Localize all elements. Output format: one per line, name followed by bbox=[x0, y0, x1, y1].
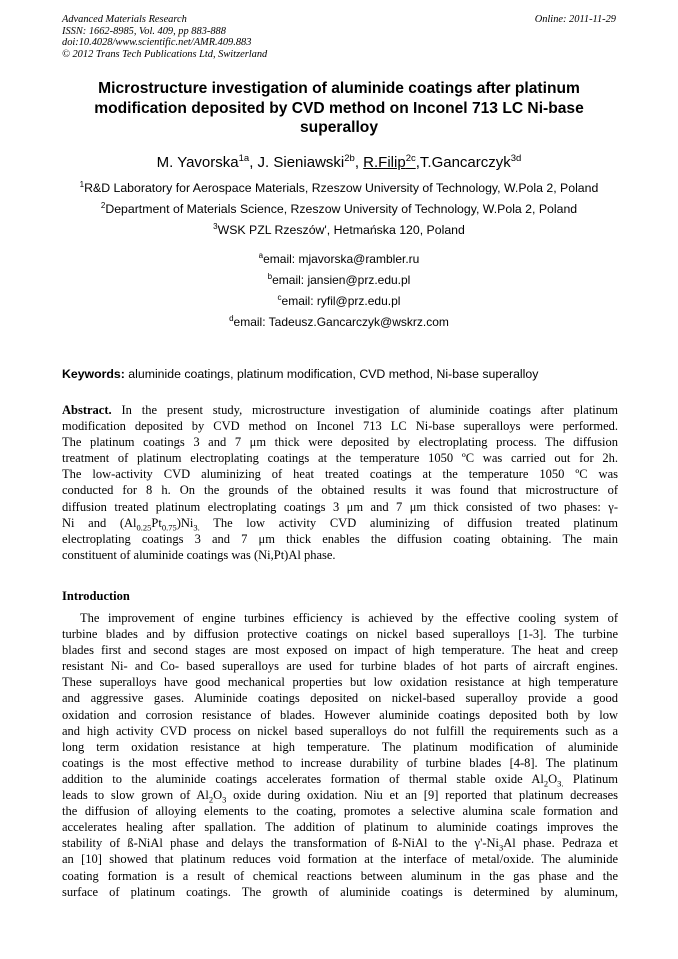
abstract-line bbox=[62, 402, 618, 418]
abstract-line: conducted for 8 h. On the grounds of the obtained results it was found that microstructure of bbox=[62, 483, 618, 498]
intro-line: long term oxidation resistance at high temperature. The platinum modification of aluminide bbox=[62, 739, 618, 754]
title-line: Microstructure investigation of aluminide coatings after platinum bbox=[98, 80, 580, 97]
email-mark: a bbox=[258, 251, 264, 260]
author-separator: , bbox=[415, 154, 420, 171]
intro-line: coatings is the most effective method to increase durability of turbine blades [4-8]. The platinum bbox=[62, 755, 618, 770]
subscript: 3 bbox=[499, 842, 504, 852]
title-line: modification deposited by CVD method on Inconel 713 LC Ni-base bbox=[94, 99, 584, 117]
keywords bbox=[62, 367, 622, 382]
journal-issn: ISSN: 1662-8985, Vol. 409, pp 883-888 bbox=[62, 25, 226, 37]
author-list bbox=[62, 150, 616, 172]
intro-line: The improvement of engine turbines efficiency is achieved by the effective cooling system of bbox=[80, 611, 618, 625]
email-text: email: jansien@prz.edu.pl bbox=[272, 273, 411, 287]
intro-line: surface of platinum coatings. The growth of aluminide coatings is determined by aluminum, bbox=[62, 884, 618, 899]
intro-line: blades first and second stages are most exposed on impact of high temperature. The heat and creep bbox=[62, 643, 618, 658]
abstract-line: Ni and $(Al_{0.25}Pt_{0.75})Ni_{3.}$ The low activity CVD aluminizing of diffusion treated platinum bbox=[62, 515, 618, 531]
author-affiliation-mark: 1a bbox=[238, 153, 250, 164]
abstract-line: diffusion treated platinum electroplating coatings 3 μm and 7 μm thick consisted of two phases: γ- bbox=[62, 499, 618, 514]
section-heading: Introduction bbox=[62, 589, 130, 603]
subscript: 0.25 bbox=[136, 522, 152, 531]
author-separator: , bbox=[354, 154, 364, 171]
subscript: 2 bbox=[543, 778, 549, 788]
intro-line: accelerates healing after spallation. The addition of platinum to aluminide coatings improves the bbox=[62, 820, 618, 835]
intro-line: addition to the aluminide coatings accelerates formation of thermal stable oxide $Al_2O_{3.}$ Platinum bbox=[62, 771, 618, 788]
title-line: superalloy bbox=[300, 119, 378, 137]
email-mark: c bbox=[277, 293, 282, 302]
subscript: 3. bbox=[557, 778, 564, 788]
author-email bbox=[40, 269, 638, 288]
intro-line: leads to slow grown of $Al_2O_3$ oxide during oxidation. Niu et an [9] reported that platinum decreases bbox=[62, 788, 618, 804]
intro-line: turbine blades and by diffusion protective coatings on nickel based superalloys [1-3]. The turbine bbox=[62, 627, 618, 642]
author-affiliation-mark: 2c bbox=[405, 153, 416, 164]
author-separator: , bbox=[249, 154, 258, 171]
author-name-underlined bbox=[363, 154, 416, 171]
affiliation bbox=[40, 219, 638, 238]
intro-line: an [10] showed that platinum reduces void formation at the interface of metal/oxide. The aluminide bbox=[62, 852, 618, 867]
abstract-line: The low-activity CVD aluminizing of heat treated coatings at the temperature 1050 ºC was bbox=[62, 467, 618, 482]
email-mark: d bbox=[229, 314, 234, 323]
affiliation-text: R&D Laboratory for Aerospace Materials, Rzeszow University of Technology, W.Pola 2, Poland bbox=[84, 181, 599, 196]
online-date: Online: 2011-11-29 bbox=[534, 14, 616, 25]
affiliation bbox=[40, 177, 638, 196]
author-email bbox=[40, 290, 638, 309]
intro-line: and aggressive gases. Aluminide coatings deposited on nickel-based superalloy provide a good bbox=[62, 691, 618, 706]
email-mark: b bbox=[267, 272, 273, 281]
intro-line: coating formation is a result of chemical reactions between aluminum in the gas phase and the bbox=[62, 868, 618, 883]
email-text: email: mjavorska@rambler.ru bbox=[263, 252, 420, 266]
affiliation-mark: 1 bbox=[79, 180, 85, 189]
author-email bbox=[40, 248, 638, 267]
author-email bbox=[40, 311, 638, 330]
paper-title bbox=[70, 79, 608, 138]
abstract bbox=[62, 402, 618, 563]
abstract-line: treatment of platinum electroplating coatings at the temperature 1050 ºC was carried out for 2h. bbox=[62, 451, 618, 466]
abstract-line: electroplating coatings 3 and 7 μm thick enables the diffusion coating obtaining. The main bbox=[62, 531, 618, 546]
subscript: 0.75 bbox=[161, 522, 177, 531]
email-text: email: Tadeusz.Gancarczyk@wskrz.com bbox=[233, 315, 449, 329]
abstract-text: In the present study, microstructure investigation of aluminide coatings after platinum bbox=[111, 403, 618, 417]
intro-line: the diffusion of alloying elements to the coating, promotes a selective alumina scale formation and bbox=[62, 804, 618, 819]
affiliation-mark: 3 bbox=[213, 222, 218, 231]
intro-line: resistant Ni- and Co- based superalloys are used for turbine blades of hot parts of aircraft engines. bbox=[62, 659, 618, 674]
abstract-label: Abstract. bbox=[62, 403, 112, 417]
intro-line: These superalloys have good mechanical properties but low oxidation resistance at high temperature bbox=[62, 675, 618, 690]
affiliation-text: Department of Materials Science, Rzeszow University of Technology, W.Pola 2, Poland bbox=[105, 202, 578, 217]
email-text: email: ryfil@prz.edu.pl bbox=[281, 294, 401, 308]
affiliation-text: WSK PZL Rzeszów', Hetmańska 120, Poland bbox=[217, 223, 465, 238]
journal-doi: doi:10.4028/www.scientific.net/AMR.409.883 bbox=[62, 37, 252, 49]
journal-header bbox=[62, 14, 267, 60]
author-affiliation-mark: 3d bbox=[510, 153, 522, 164]
subscript: 3. bbox=[193, 522, 200, 531]
author-name: T.Gancarczyk bbox=[419, 154, 511, 171]
author-name: J. Sieniawski bbox=[257, 154, 345, 171]
subscript: 3 bbox=[222, 794, 227, 804]
journal-copyright: © 2012 Trans Tech Publications Ltd, Switzerland bbox=[62, 48, 268, 60]
intro-line: stability of ß-NiAl phase and delays the transformation of ß-NiAl to the $\gamma'-Ni_3Al$ phase. Pedraza et bbox=[62, 836, 618, 852]
abstract-line: modification deposited by CVD method on Inconel 713 LC Ni-base superalloys were performed. bbox=[62, 419, 618, 434]
intro-line: oxidation and corrosion resistance of blades. However aluminide coatings deposited both by low bbox=[62, 707, 618, 722]
author-name: R.Filip bbox=[363, 154, 406, 171]
keywords-label: Keywords: bbox=[62, 367, 125, 381]
abstract-line: constituent of aluminide coatings was (Ni,Pt)Al phase. bbox=[62, 547, 336, 562]
introduction-body bbox=[62, 610, 618, 900]
abstract-line: The platinum coatings 3 and 7 μm thick were deposited by electroplating process. The diffusion bbox=[62, 435, 618, 450]
journal-name: Advanced Materials Research bbox=[62, 14, 187, 25]
affiliation bbox=[40, 198, 638, 217]
intro-line: and high activity CVD process on nickel based superalloys do not fulfill the requirements such as a bbox=[62, 723, 618, 738]
affiliation-mark: 2 bbox=[100, 201, 106, 210]
keywords-text: aluminide coatings, platinum modification, CVD method, Ni-base superalloy bbox=[124, 367, 539, 381]
subscript: 2 bbox=[208, 794, 214, 804]
author-affiliation-mark: 2b bbox=[344, 153, 355, 164]
author-name: M. Yavorska bbox=[156, 154, 239, 171]
